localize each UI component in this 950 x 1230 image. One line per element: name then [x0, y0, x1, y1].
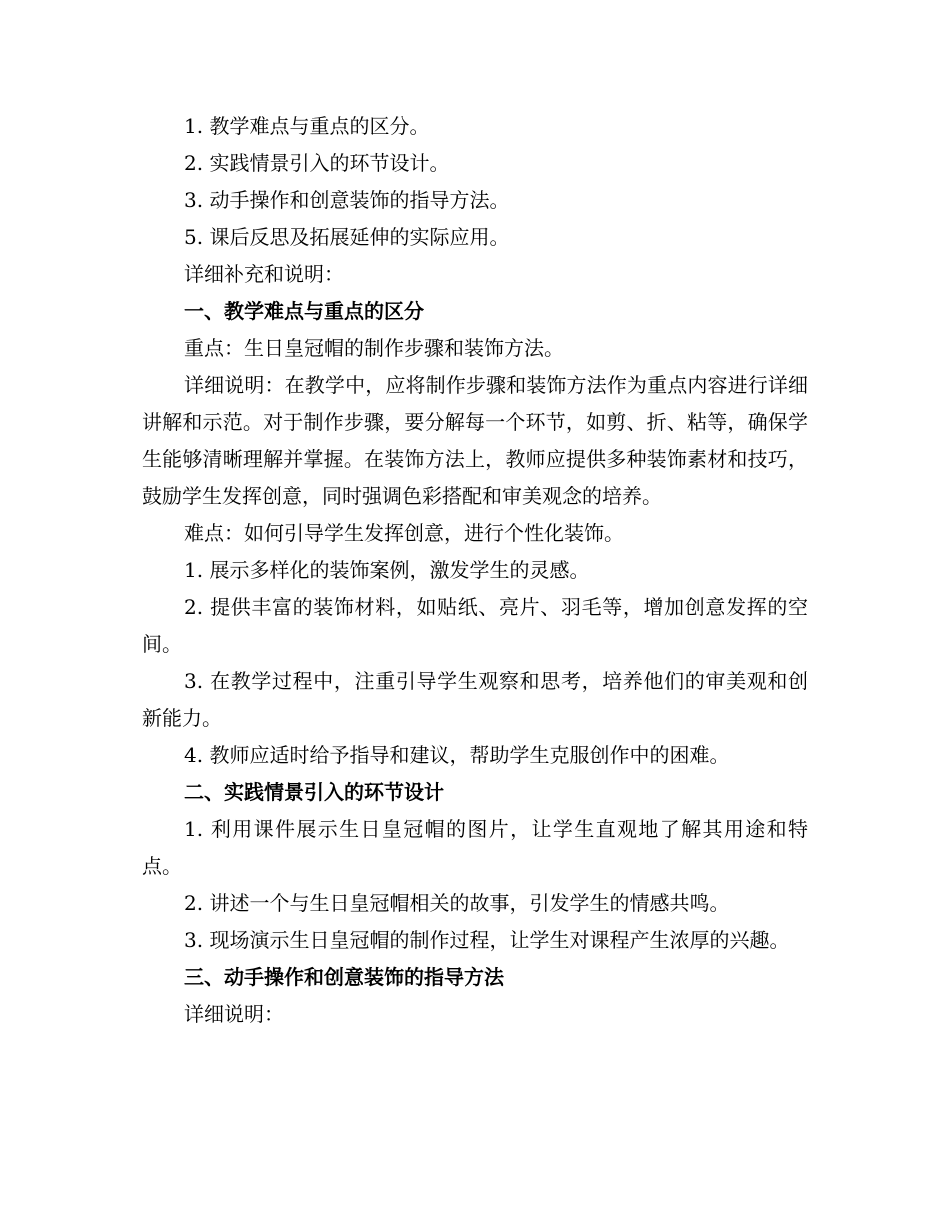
section-heading: 二、实践情景引入的环节设计	[184, 780, 444, 804]
document-body	[142, 108, 808, 1033]
list-item: 2. 讲述一个与生日皇冠帽相关的故事，引发学生的情感共鸣。	[184, 891, 730, 915]
paragraph: 详细说明：在教学中，应将制作步骤和装饰方法作为重点内容进行详细讲解和示范。对于制作步骤，要分解每一个环节，如剪、折、粘等，确保学生能够清晰理解并掌握。在装饰方法上，教师应提供多种装饰素材和技巧，鼓励学生发挥创意，同时强调色彩搭配和审美观念的培养。	[142, 373, 808, 508]
list-item: 3. 在教学过程中，注重引导学生观察和思考，培养他们的审美观和创新能力。	[142, 669, 808, 730]
list-item: 3. 现场演示生日皇冠帽的制作过程，让学生对课程产生浓厚的兴趣。	[184, 928, 790, 952]
section-heading: 三、动手操作和创意装饰的指导方法	[184, 965, 504, 989]
paragraph: 难点：如何引导学生发挥创意，进行个性化装饰。	[184, 521, 624, 545]
list-item: 4. 教师应适时给予指导和建议，帮助学生克服创作中的困难。	[184, 743, 730, 767]
list-item: 1. 教学难点与重点的区分。	[184, 114, 430, 138]
list-item: 5. 课后反思及拓展延伸的实际应用。	[184, 225, 510, 249]
paragraph: 重点：生日皇冠帽的制作步骤和装饰方法。	[184, 336, 564, 360]
list-item: 1. 利用课件展示生日皇冠帽的图片，让学生直观地了解其用途和特点。	[142, 817, 808, 878]
list-item: 3. 动手操作和创意装饰的指导方法。	[184, 188, 510, 212]
paragraph: 详细补充和说明：	[184, 262, 344, 286]
section-heading: 一、教学难点与重点的区分	[184, 299, 424, 323]
list-item: 1. 展示多样化的装饰案例，激发学生的灵感。	[184, 558, 590, 582]
list-item: 2. 提供丰富的装饰材料，如贴纸、亮片、羽毛等，增加创意发挥的空间。	[142, 595, 808, 656]
paragraph: 详细说明：	[184, 1002, 284, 1026]
list-item: 2. 实践情景引入的环节设计。	[184, 151, 450, 175]
